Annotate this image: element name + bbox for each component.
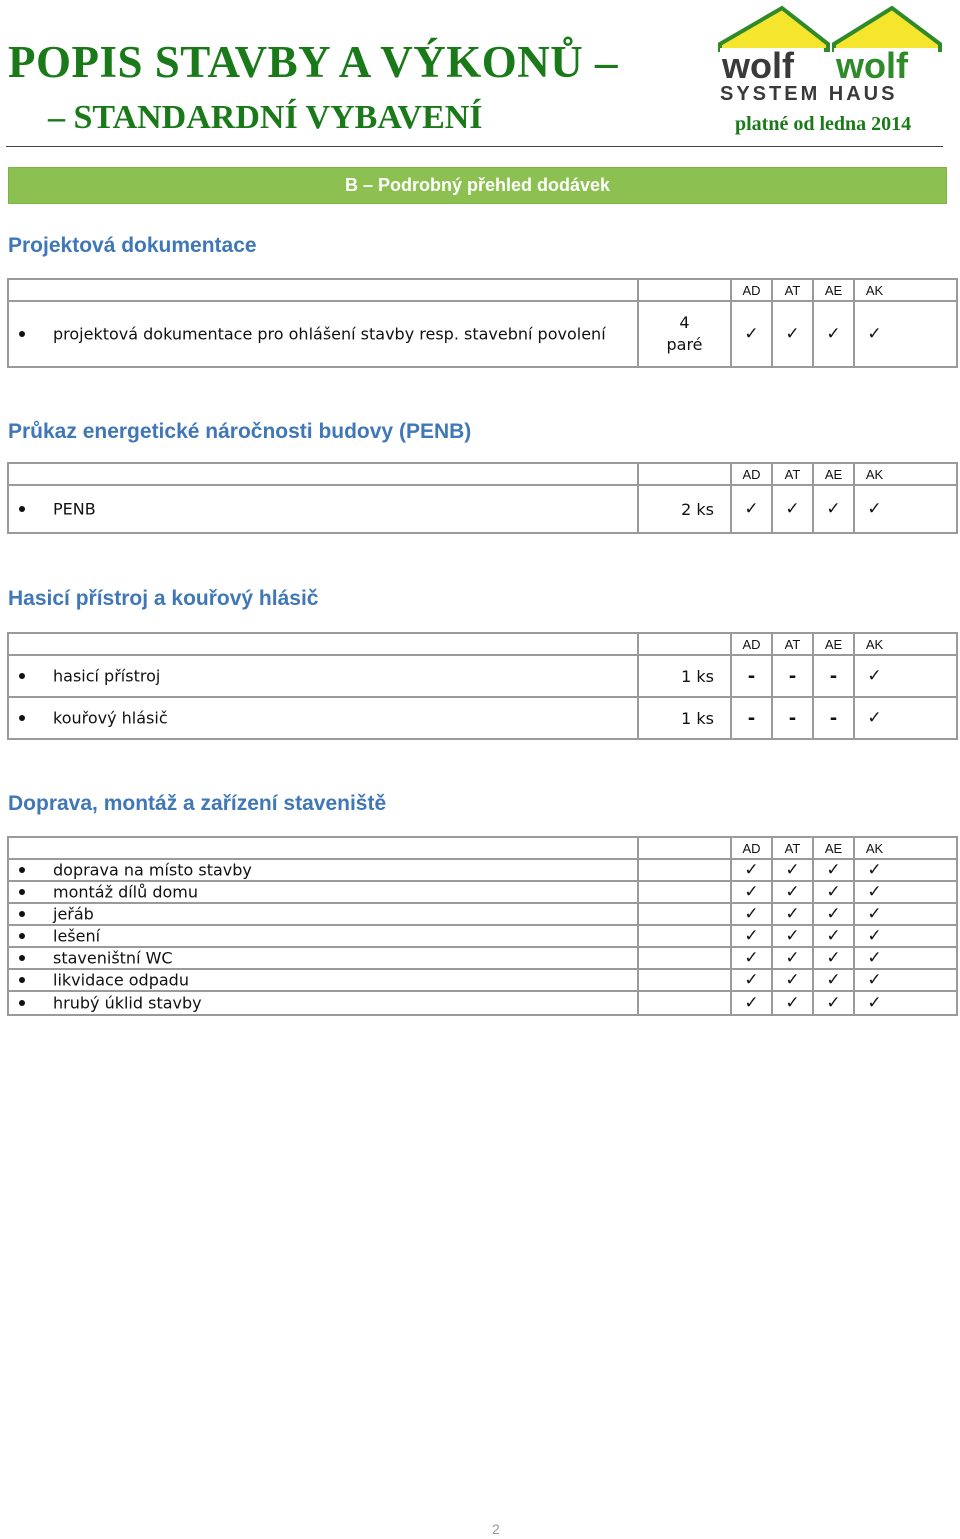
checkmark-icon: ✓ — [744, 993, 759, 1013]
item-label: likvidace odpadu — [53, 970, 189, 990]
item-desc-cell — [9, 992, 639, 1014]
not-included-dash: - — [788, 707, 797, 729]
variant-cell-ae — [814, 882, 855, 902]
bullet-icon — [19, 933, 25, 939]
checkmark-icon: ✓ — [867, 882, 882, 902]
variant-cell-ad — [732, 904, 773, 924]
checkmark-icon: ✓ — [867, 708, 882, 728]
column-header-ae: AE — [814, 634, 855, 654]
bullet-icon — [19, 1000, 25, 1006]
item-quantity — [639, 992, 732, 1014]
variant-cell-at — [773, 698, 814, 738]
checkmark-icon: ✓ — [867, 666, 882, 686]
checkmark-icon: ✓ — [826, 499, 841, 519]
variant-cell-at — [773, 486, 814, 532]
checkmark-icon: ✓ — [744, 904, 759, 924]
checkmark-icon: ✓ — [785, 948, 800, 968]
item-label: PENB — [53, 499, 96, 519]
item-quantity — [639, 860, 732, 880]
table-row — [9, 904, 956, 926]
item-quantity: 2 ks — [639, 486, 732, 532]
column-header-at: AT — [773, 464, 814, 484]
not-included-dash: - — [747, 707, 756, 729]
variant-cell-ak — [855, 698, 894, 738]
table-header-row — [9, 838, 956, 860]
not-included-dash: - — [829, 665, 838, 687]
checkmark-icon: ✓ — [785, 860, 800, 880]
wolf-system-haus-logo — [716, 4, 944, 104]
column-header-ae: AE — [814, 464, 855, 484]
items-table — [7, 632, 958, 740]
item-quantity — [639, 904, 732, 924]
header-qty-cell — [639, 634, 732, 654]
column-header-at: AT — [773, 634, 814, 654]
checkmark-icon: ✓ — [826, 993, 841, 1013]
header-desc-cell — [9, 838, 639, 858]
checkmark-icon: ✓ — [867, 324, 882, 344]
checkmark-icon: ✓ — [867, 948, 882, 968]
variant-cell-ak — [855, 970, 894, 990]
item-desc-cell — [9, 486, 639, 532]
item-desc-cell — [9, 860, 639, 880]
checkmark-icon: ✓ — [826, 970, 841, 990]
table-header-row — [9, 280, 956, 302]
section-title: Projektová dokumentace — [8, 234, 257, 257]
variant-cell-ak — [855, 992, 894, 1014]
item-desc-cell — [9, 698, 639, 738]
variant-cell-ae — [814, 302, 855, 366]
variant-cell-ae — [814, 860, 855, 880]
column-header-ae: AE — [814, 838, 855, 858]
table-header-row — [9, 464, 956, 486]
variant-cell-ad — [732, 948, 773, 968]
variant-cell-ad — [732, 992, 773, 1014]
checkmark-icon: ✓ — [744, 882, 759, 902]
variant-cell-at — [773, 948, 814, 968]
checkmark-icon: ✓ — [867, 860, 882, 880]
item-label: doprava na místo stavby — [53, 860, 252, 880]
column-header-ak: AK — [865, 466, 884, 482]
checkmark-icon: ✓ — [744, 860, 759, 880]
variant-cell-ae — [814, 992, 855, 1014]
checkmark-icon: ✓ — [826, 860, 841, 880]
table-row — [9, 698, 956, 738]
checkmark-icon: ✓ — [744, 948, 759, 968]
checkmark-icon: ✓ — [744, 499, 759, 519]
item-desc-cell — [9, 948, 639, 968]
bullet-icon — [19, 955, 25, 961]
checkmark-icon: ✓ — [867, 499, 882, 519]
not-included-dash: - — [788, 665, 797, 687]
variant-cell-ad — [732, 926, 773, 946]
variant-cell-ae — [814, 698, 855, 738]
variant-cell-ak — [855, 486, 894, 532]
item-label: montáž dílů domu — [53, 882, 199, 902]
items-table — [7, 836, 958, 1016]
column-header-ae: AE — [814, 280, 855, 300]
header-desc-cell — [9, 634, 639, 654]
variant-cell-ad — [732, 860, 773, 880]
item-desc-cell — [9, 302, 639, 366]
bullet-icon — [19, 331, 25, 337]
bullet-icon — [19, 911, 25, 917]
item-desc-cell — [9, 904, 639, 924]
checkmark-icon: ✓ — [867, 970, 882, 990]
item-quantity: 1 ks — [639, 656, 732, 696]
variant-cell-at — [773, 992, 814, 1014]
variant-cell-ae — [814, 486, 855, 532]
table-row — [9, 882, 956, 904]
checkmark-icon: ✓ — [785, 993, 800, 1013]
header-qty-cell — [639, 464, 732, 484]
section-title: Doprava, montáž a zařízení staveniště — [8, 792, 387, 815]
logo-subtitle: SYSTEM HAUS — [720, 83, 898, 104]
header-qty-cell — [639, 838, 732, 858]
variant-cell-ak — [855, 882, 894, 902]
variant-cell-ad — [732, 970, 773, 990]
item-quantity — [639, 948, 732, 968]
bullet-icon — [19, 977, 25, 983]
section-title: Hasicí přístroj a kouřový hlásič — [8, 587, 319, 610]
item-label: projektová dokumentace pro ohlášení stavby resp. stavební povolení — [53, 324, 606, 344]
column-header-ad: AD — [732, 634, 773, 654]
variant-cell-ad — [732, 698, 773, 738]
variant-cell-at — [773, 860, 814, 880]
variant-cell-at — [773, 926, 814, 946]
bullet-icon — [19, 715, 25, 721]
item-quantity — [639, 882, 732, 902]
variant-cell-ak — [855, 904, 894, 924]
items-table — [7, 278, 958, 368]
document-subtitle: – STANDARDNÍ VYBAVENÍ — [48, 99, 483, 136]
logo-word-left: wolf — [722, 45, 794, 86]
checkmark-icon: ✓ — [744, 324, 759, 344]
item-desc-cell — [9, 926, 639, 946]
variant-cell-ak — [855, 948, 894, 968]
column-header-ad: AD — [732, 280, 773, 300]
variant-cell-at — [773, 904, 814, 924]
bullet-icon — [19, 506, 25, 512]
table-row — [9, 970, 956, 992]
checkmark-icon: ✓ — [744, 926, 759, 946]
table-header-row — [9, 634, 956, 656]
variant-cell-ae — [814, 948, 855, 968]
checkmark-icon: ✓ — [867, 904, 882, 924]
variant-cell-ad — [732, 486, 773, 532]
table-row — [9, 926, 956, 948]
checkmark-icon: ✓ — [785, 970, 800, 990]
checkmark-icon: ✓ — [785, 904, 800, 924]
item-label: hrubý úklid stavby — [53, 993, 202, 1013]
column-header-at: AT — [773, 838, 814, 858]
checkmark-icon: ✓ — [826, 904, 841, 924]
table-row — [9, 656, 956, 698]
variant-cell-ak — [855, 656, 894, 696]
variant-cell-ak — [855, 926, 894, 946]
checkmark-icon: ✓ — [744, 970, 759, 990]
header-desc-cell — [9, 280, 639, 300]
bullet-icon — [19, 889, 25, 895]
variant-cell-ae — [814, 970, 855, 990]
checkmark-icon: ✓ — [826, 948, 841, 968]
header-qty-cell — [639, 280, 732, 300]
section-title: Průkaz energetické náročnosti budovy (PENB) — [8, 420, 472, 443]
item-label: lešení — [53, 926, 101, 946]
header-divider — [6, 146, 943, 147]
item-desc-cell — [9, 970, 639, 990]
checkmark-icon: ✓ — [785, 882, 800, 902]
variant-cell-ad — [732, 882, 773, 902]
variant-cell-at — [773, 970, 814, 990]
bullet-icon — [19, 867, 25, 873]
variant-cell-at — [773, 656, 814, 696]
column-header-ak: AK — [865, 636, 884, 652]
item-label: kouřový hlásič — [53, 708, 168, 728]
table-row — [9, 486, 956, 532]
variant-cell-ae — [814, 656, 855, 696]
item-label: hasicí přístroj — [53, 666, 161, 686]
item-quantity — [639, 926, 732, 946]
header-desc-cell — [9, 464, 639, 484]
variant-cell-ad — [732, 656, 773, 696]
checkmark-icon: ✓ — [826, 324, 841, 344]
checkmark-icon: ✓ — [785, 499, 800, 519]
bullet-icon — [19, 673, 25, 679]
item-quantity: 4 paré — [639, 302, 732, 366]
document-title: POPIS STAVBY A VÝKONŮ – — [8, 37, 618, 87]
items-table — [7, 462, 958, 534]
not-included-dash: - — [747, 665, 756, 687]
checkmark-icon: ✓ — [867, 993, 882, 1013]
table-row — [9, 992, 956, 1014]
variant-cell-ak — [855, 302, 894, 366]
column-header-ak: AK — [865, 840, 884, 856]
item-desc-cell — [9, 656, 639, 696]
variant-cell-ad — [732, 302, 773, 366]
item-quantity — [639, 970, 732, 990]
column-header-ak: AK — [865, 282, 884, 298]
checkmark-icon: ✓ — [826, 882, 841, 902]
table-row — [9, 948, 956, 970]
item-desc-cell — [9, 882, 639, 902]
checkmark-icon: ✓ — [826, 926, 841, 946]
table-row — [9, 302, 956, 366]
page-number: 2 — [492, 1521, 500, 1537]
variant-cell-at — [773, 882, 814, 902]
variant-cell-ak — [855, 860, 894, 880]
item-label: staveništní WC — [53, 948, 173, 968]
variant-cell-ae — [814, 926, 855, 946]
variant-cell-at — [773, 302, 814, 366]
section-banner: B – Podrobný přehled dodávek — [8, 167, 947, 204]
column-header-at: AT — [773, 280, 814, 300]
column-header-ad: AD — [732, 838, 773, 858]
item-quantity: 1 ks — [639, 698, 732, 738]
checkmark-icon: ✓ — [867, 926, 882, 946]
variant-cell-ae — [814, 904, 855, 924]
checkmark-icon: ✓ — [785, 324, 800, 344]
not-included-dash: - — [829, 707, 838, 729]
table-row — [9, 860, 956, 882]
logo-word-right: wolf — [836, 45, 908, 86]
checkmark-icon: ✓ — [785, 926, 800, 946]
item-label: jeřáb — [53, 904, 94, 924]
column-header-ad: AD — [732, 464, 773, 484]
valid-from-date: platné od ledna 2014 — [735, 113, 912, 135]
